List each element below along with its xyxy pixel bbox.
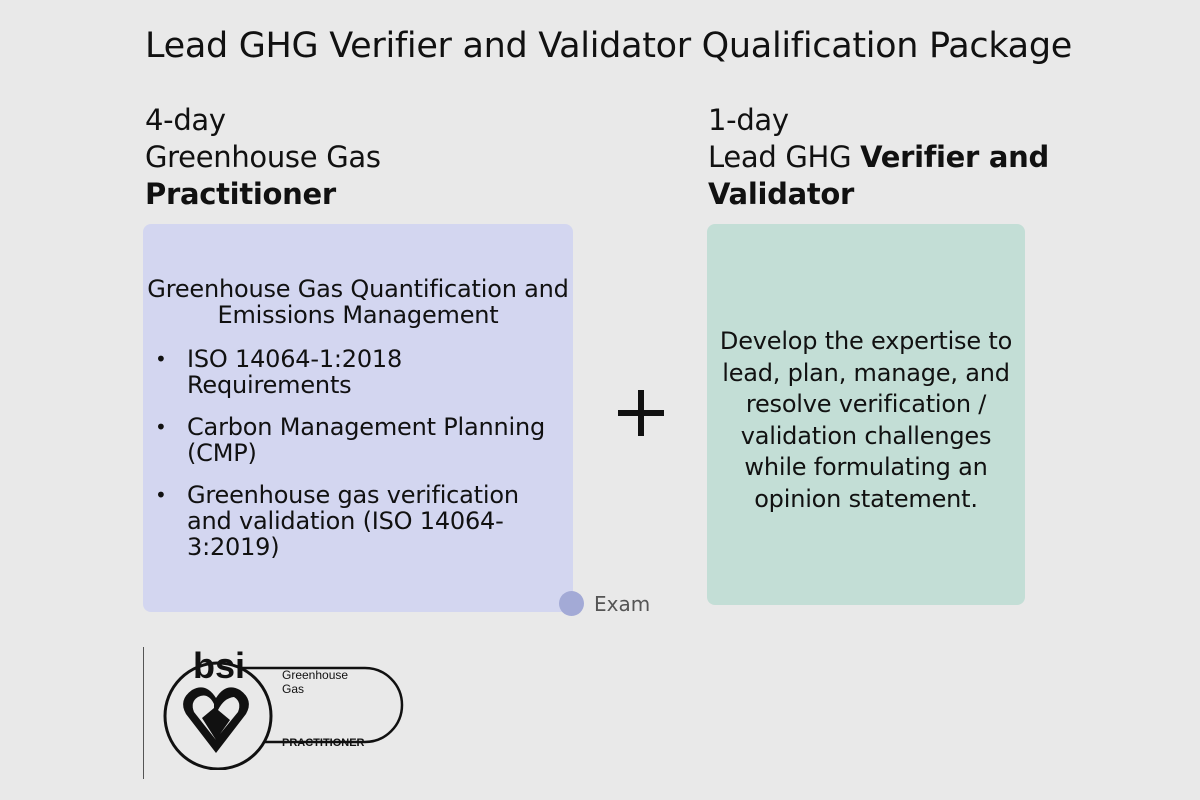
practitioner-heading [145,102,381,213]
practitioner-name: Greenhouse Gas [145,140,381,174]
practitioner-name-bold: Practitioner [145,177,336,211]
verifier-duration: 1-day [708,103,789,137]
logo-level: PRACTITIONER [282,737,365,749]
list-item-text: Greenhouse gas verification and validation (ISO 14064-3:2019) [187,481,519,561]
logo-subtitle [282,668,348,696]
practitioner-card-title: Greenhouse Gas Quantification and Emissions Management [147,275,569,329]
practitioner-bullet-list [155,345,567,576]
bullet-icon: • [155,415,167,439]
practitioner-duration: 4-day [145,103,226,137]
logo-line-1: Greenhouse [282,668,349,682]
verifier-heading [708,102,1049,213]
list-item-text: ISO 14064-1:2018 Requirements [187,345,403,399]
verifier-name-bold: Verifier and [860,140,1049,174]
page-title: Lead GHG Verifier and Validator Qualification Package [145,26,1072,66]
verifier-name-bold-2: Validator [708,177,855,211]
verifier-name-plain: Lead GHG [708,140,861,174]
plus-icon [616,388,666,438]
logo-divider [143,647,144,779]
verifier-card-text: Develop the expertise to lead, plan, manage, and resolve verification / validation challenges while formulating an opinion statement. [719,327,1013,513]
verifier-name-line [708,139,1049,176]
svg-text:bsi: bsi [193,645,246,686]
verifier-card [707,224,1025,605]
bsi-practitioner-logo [158,640,408,770]
exam-dot-icon [559,591,584,616]
exam-label: Exam [594,591,651,616]
bullet-icon: • [155,347,167,371]
list-item [155,413,567,467]
list-item [155,481,567,561]
logo-line-2: Gas [282,682,305,696]
exam-indicator [559,591,650,616]
list-item-text: Carbon Management Planning (CMP) [187,413,545,467]
list-item [155,345,567,399]
practitioner-card [143,224,573,612]
bullet-icon: • [155,483,167,507]
